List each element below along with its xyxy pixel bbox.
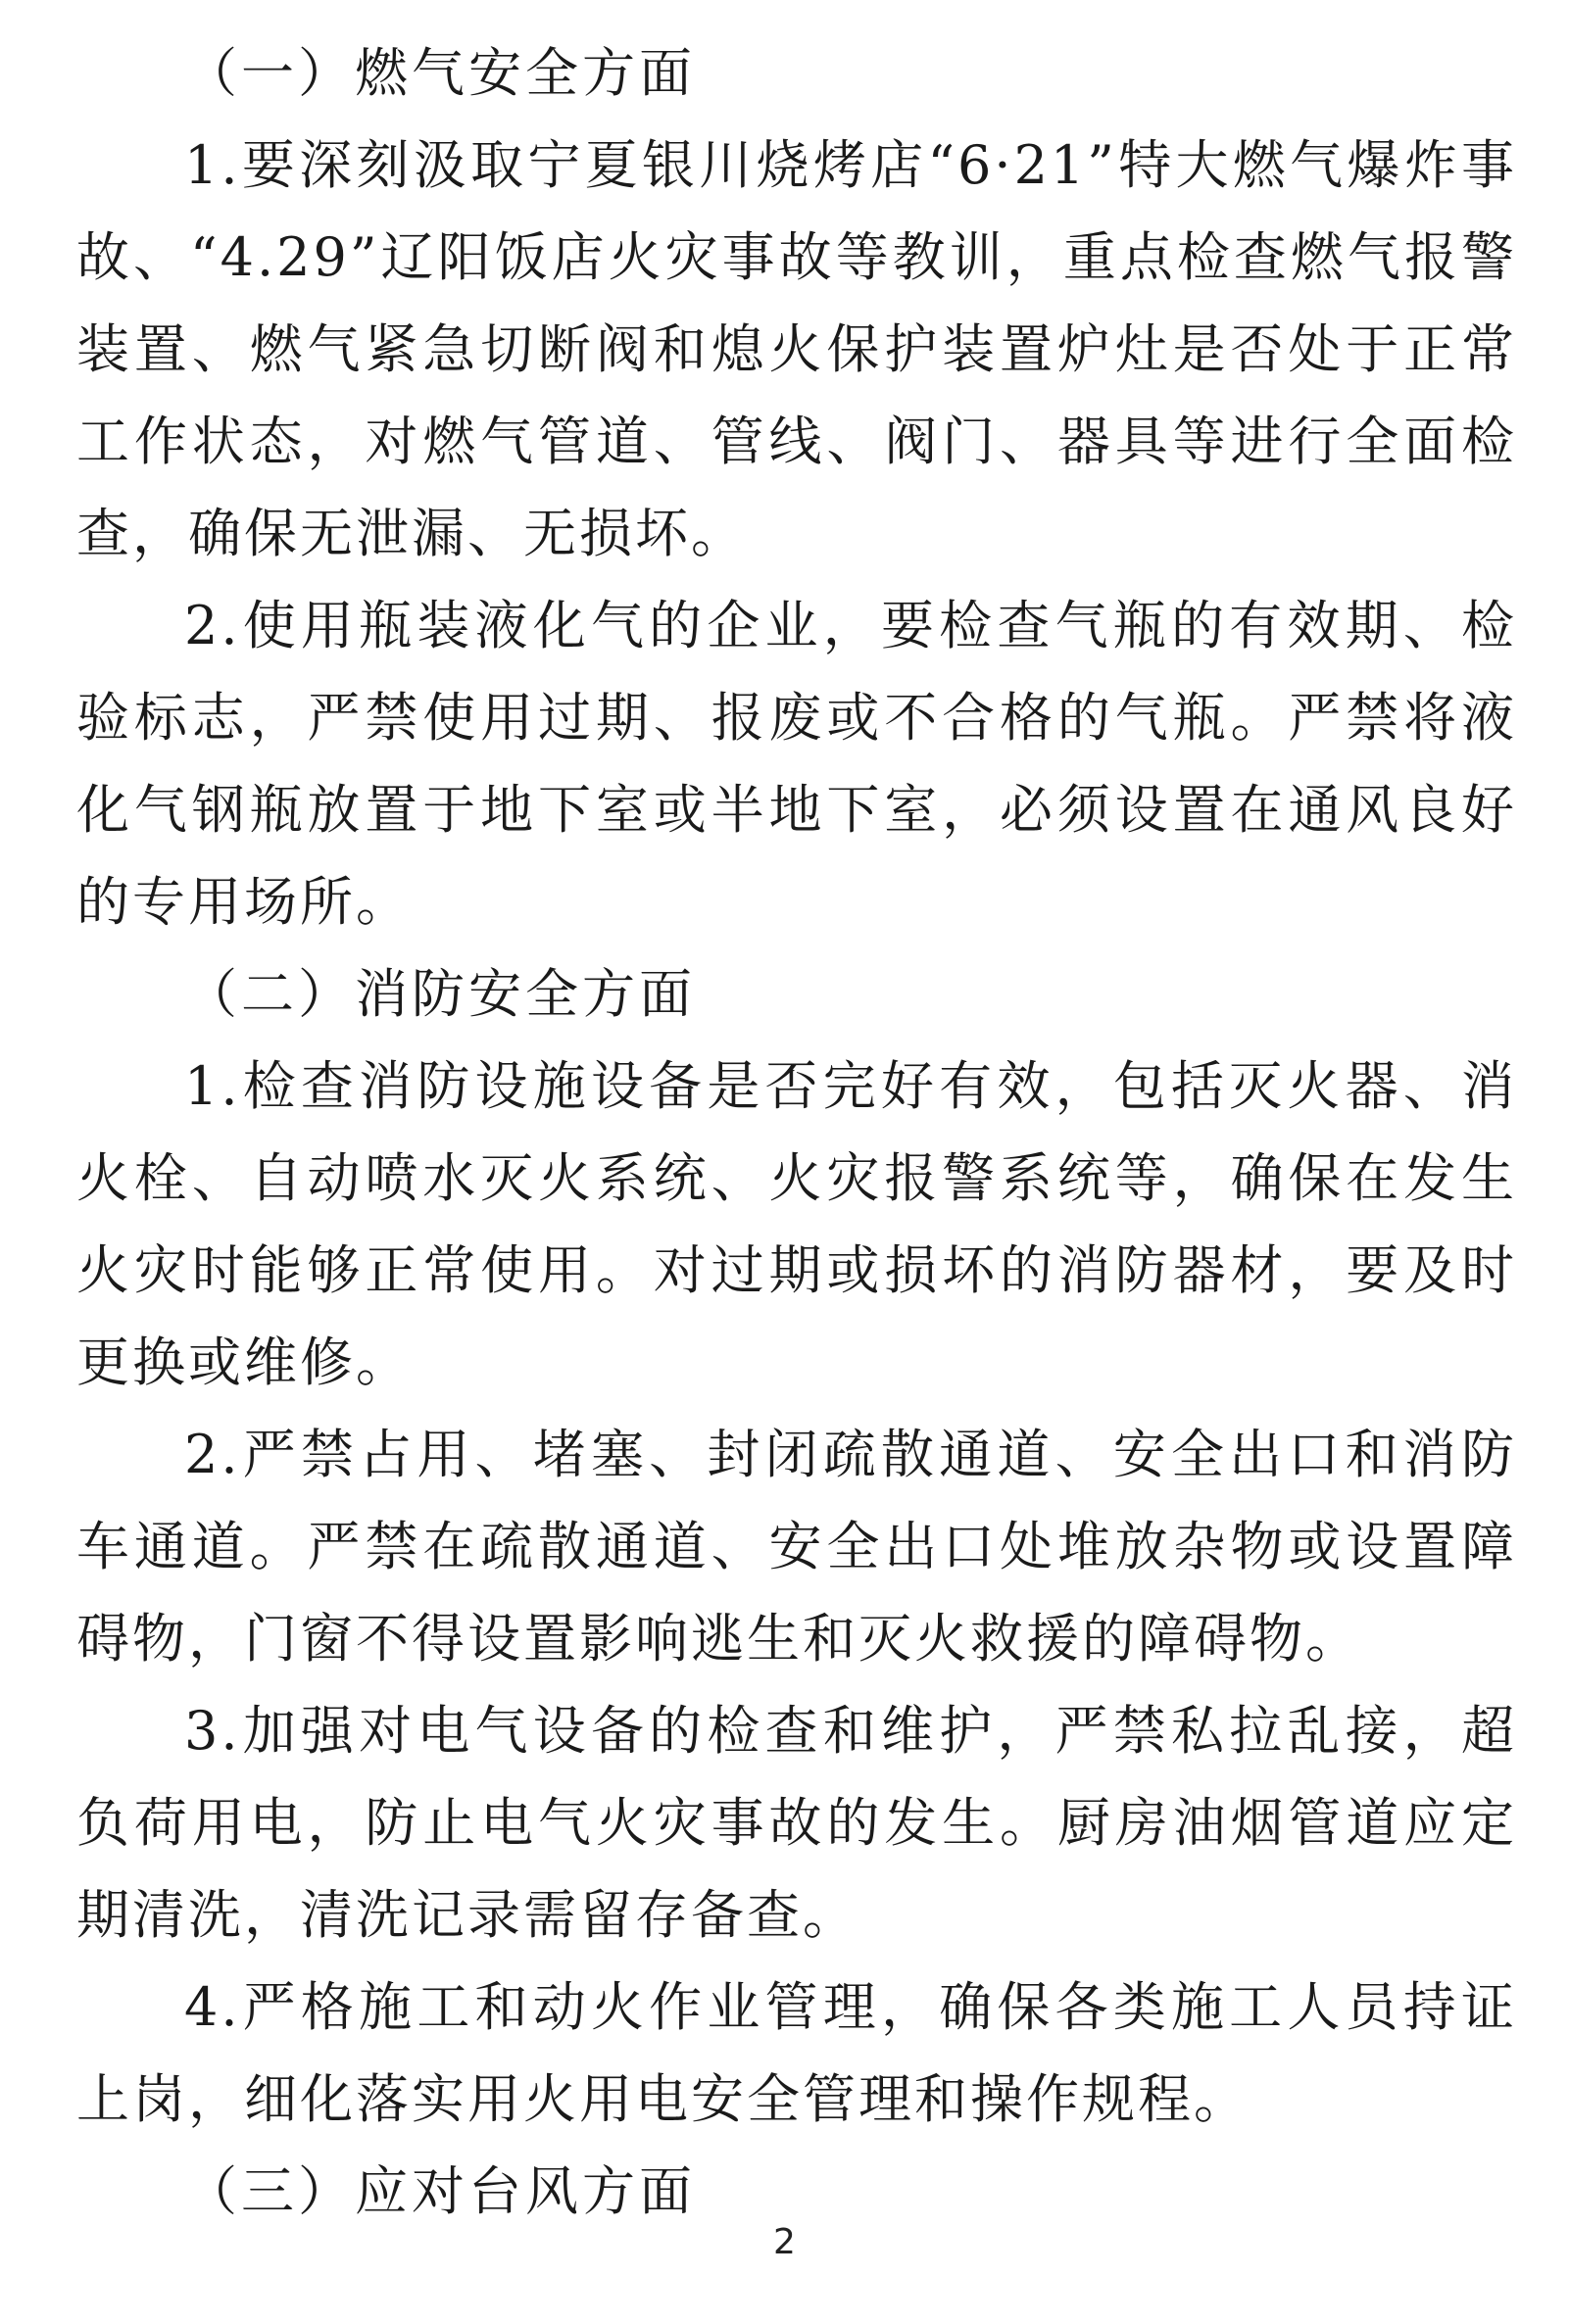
section-heading: （一）燃气安全方面	[184, 42, 696, 104]
paragraph: 2.严禁占用、堵塞、封闭疏散通道、安全出口和消防车通道。严禁在疏散通道、安全出口处堆放杂物或设置障碍物，门窗不得设置影响逃生和灭火救援的障碍物。	[76, 1424, 1517, 1670]
document-body	[76, 27, 1517, 2238]
paragraph: 3.加强对电气设备的检查和维护，严禁私拉乱接，超负荷用电，防止电气火灾事故的发生。厨房油烟管道应定期清洗，清洗记录需留存备查。	[76, 1700, 1517, 1946]
paragraph: 1.要深刻汲取宁夏银川烧烤店“6·21”特大燃气爆炸事故、“4.29”辽阳饭店火灾事故等教训，重点检查燃气报警装置、燃气紧急切断阀和熄火保护装置炉灶是否处于正常工作状态，对燃气管道、管线、阀门、器具等进行全面检查，确保无泄漏、无损坏。	[76, 134, 1517, 564]
section-fire-safety	[76, 948, 1517, 2146]
paragraph: 4.严格施工和动火作业管理，确保各类施工人员持证上岗，细化落实用火用电安全管理和操作规程。	[76, 1976, 1517, 2130]
paragraph: 2.使用瓶装液化气的企业，要检查气瓶的有效期、检验标志，严禁使用过期、报废或不合格的气瓶。严禁将液化气钢瓶放置于地下室或半地下室，必须设置在通风良好的专用场所。	[76, 595, 1517, 933]
section-heading: （三）应对台风方面	[184, 2160, 696, 2222]
section-gas-safety	[76, 27, 1517, 948]
paragraph: 1.检查消防设施设备是否完好有效，包括灭火器、消火栓、自动喷水灭火系统、火灾报警系统等，确保在发生火灾时能够正常使用。对过期或损坏的消防器材，要及时更换或维修。	[76, 1055, 1517, 1393]
page-number: 2	[773, 2222, 796, 2262]
section-heading: （二）消防安全方面	[184, 963, 696, 1025]
